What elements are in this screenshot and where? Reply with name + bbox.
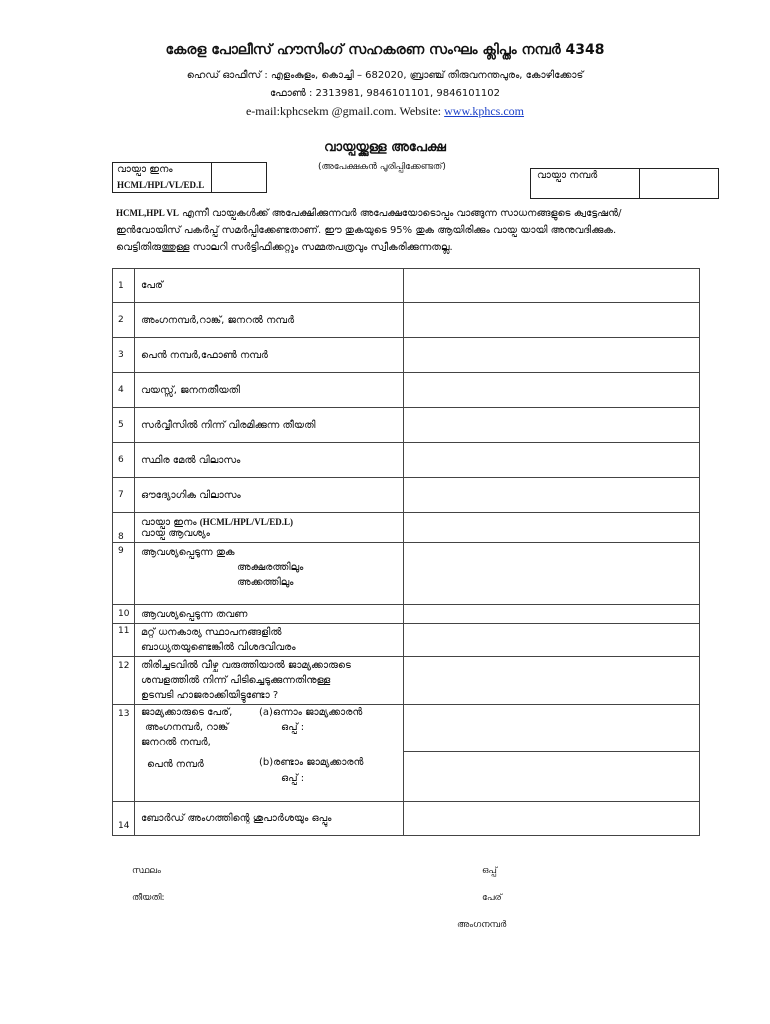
- field-loan-purpose[interactable]: [404, 513, 700, 543]
- loan-type-value: HCML/HPL/VL/ED.L: [117, 180, 205, 190]
- row-label-member-no: അംഗനമ്പർ,റാങ്ക്, ജനറൽ നമ്പർ: [135, 303, 404, 338]
- field-guarantor-agreement[interactable]: [404, 657, 700, 705]
- second-guarantor-label: (b)രണ്ടാം ജാമ്യക്കാരൻ: [259, 757, 364, 768]
- table-row: [113, 705, 700, 802]
- first-guarantor-label: (a)ഒന്നാം ജാമ്യക്കാരൻ: [259, 707, 363, 718]
- email-text: e-mail:kphcsekm @gmail.com. Website:: [245, 104, 445, 118]
- field-guarantors[interactable]: [404, 705, 700, 802]
- guarantor-agreement-line-3: ഉടമ്പടി ഹാജരാക്കിയിട്ടുണ്ടോ ?: [141, 690, 279, 701]
- loan-type-label: വായ്പാ ഇനം: [117, 164, 173, 175]
- row-label-other-liabilities: [135, 624, 404, 657]
- loan-purpose-line: വായ്പ ആവശ്യം: [141, 527, 210, 539]
- table-row: [113, 269, 700, 303]
- instructions-loan-codes: HCML,HPL VL: [116, 208, 179, 218]
- row-number: 8: [113, 513, 135, 543]
- row-label-official-address: ഔദ്യോഗിക വിലാസം: [135, 478, 404, 513]
- table-row: [113, 624, 700, 657]
- field-retirement-date[interactable]: [404, 408, 700, 443]
- table-row: [113, 408, 700, 443]
- field-board-recommendation[interactable]: [404, 802, 700, 836]
- field-permanent-address[interactable]: [404, 443, 700, 478]
- other-liabilities-line-1: മറ്റ് ധനകാര്യ സ്ഥാപനങ്ങളിൽ: [141, 627, 282, 638]
- field-name[interactable]: [404, 269, 700, 303]
- address-line: ഹെഡ് ഓഫീസ് : എളംകുളം, കൊച്ചി – 682020, ബ്രാഞ്ച് തിരുവനന്തപുരം, കോഴിക്കോട്: [186, 70, 584, 81]
- loan-type-blank-cell[interactable]: [211, 162, 267, 193]
- date-label: തീയതി:: [132, 893, 165, 903]
- row-number: 14: [113, 802, 135, 836]
- row-label-loan-purpose: [135, 513, 404, 543]
- amount-in-figures-label: അക്കത്തിലും: [237, 577, 294, 588]
- row-label-guarantor-agreement: [135, 657, 404, 705]
- field-age-dob[interactable]: [404, 373, 700, 408]
- table-row: [113, 373, 700, 408]
- second-guarantor-sign-label: ഒപ്പ് :: [281, 773, 305, 784]
- loan-number-label: വായ്പാ നമ്പർ: [537, 170, 598, 181]
- row-label-permanent-address: സ്ഥിര മേൽ വിലാസം: [135, 443, 404, 478]
- field-other-liabilities[interactable]: [404, 624, 700, 657]
- guarantor-agreement-line-1: തിരിച്ചടവിൽ വീഴ്ച വരുത്തിയാൽ ജാമ്യക്കാരുടെ: [141, 660, 351, 671]
- first-guarantor-sign-label: ഒപ്പ് :: [281, 722, 305, 733]
- table-row: [113, 605, 700, 624]
- row-number: 12: [113, 657, 135, 705]
- loan-type-codes: (HCML/HPL/VL/ED.L): [199, 516, 294, 527]
- loan-number-field[interactable]: [639, 168, 719, 199]
- table-row: [113, 657, 700, 705]
- field-installments[interactable]: [404, 605, 700, 624]
- signature-label: ഒപ്പ്: [482, 866, 497, 876]
- guarantor-pen-label: പെൻ നമ്പർ: [147, 759, 204, 770]
- row-number: 7: [113, 478, 135, 513]
- row-label-age-dob: വയസ്സ്, ജനനതീയതി: [135, 373, 404, 408]
- table-row: [113, 443, 700, 478]
- row-label-installments: ആവശ്യപ്പെടുന്ന തവണ: [135, 605, 404, 624]
- amount-in-words-label: അക്ഷരത്തിലും: [237, 562, 304, 573]
- guarantor-agreement-line-2: ശമ്പളത്തിൽ നിന്ന് പിടിച്ചെടുക്കുന്നതിനുള്ള: [141, 675, 331, 686]
- row-number: 6: [113, 443, 135, 478]
- member-number-label: അംഗനമ്പർ: [457, 920, 507, 930]
- name-label: പേര്: [482, 893, 502, 903]
- table-row: [113, 513, 700, 543]
- row-label-name: പേര്: [135, 269, 404, 303]
- place-label: സ്ഥലം: [132, 866, 161, 876]
- table-row: [113, 338, 700, 373]
- contact-line: [0, 104, 770, 119]
- row-label-amount: [135, 543, 404, 605]
- applicant-note: (അപേക്ഷകൻ പൂരിപ്പിക്കേണ്ടത്): [318, 162, 446, 172]
- other-liabilities-line-2: ബാധ്യതയുണ്ടെങ്കിൽ വിശദവിവരം: [141, 642, 296, 653]
- table-row: [113, 802, 700, 836]
- application-table: [112, 268, 700, 836]
- field-amount[interactable]: [404, 543, 700, 605]
- phone-line: ഫോൺ : 2313981, 9846101101, 9846101102: [269, 88, 501, 99]
- row-label-guarantors: [135, 705, 404, 802]
- loan-type-line: [141, 517, 397, 528]
- form-title: വായ്പയ്ക്കുള്ള അപേക്ഷ: [324, 140, 446, 155]
- row-label-pen-phone: പെൻ നമ്പർ,ഫോൺ നമ്പർ: [135, 338, 404, 373]
- row-label-retirement-date: സർവ്വീസിൽ നിന്ന് വിരമിക്കുന്ന തീയതി: [135, 408, 404, 443]
- field-official-address[interactable]: [404, 478, 700, 513]
- loan-type-text: വായ്പാ ഇനം: [141, 516, 200, 528]
- organization-title: കേരള പോലീസ് ഹൗസിംഗ് സഹകരണ സംഘം ക്ലിപ്തം നമ്പർ 4348: [165, 42, 605, 58]
- field-member-no[interactable]: [404, 303, 700, 338]
- row-number: 9: [113, 543, 135, 605]
- second-guarantor-field[interactable]: [404, 752, 699, 801]
- website-link[interactable]: www.kphcs.com: [444, 104, 525, 118]
- row-label-board-recommendation: ബോർഡ് അംഗത്തിന്റെ ശുപാർശയും ഒപ്പും: [135, 802, 404, 836]
- row-number: 11: [113, 624, 135, 657]
- row-number: 13: [113, 705, 135, 802]
- table-row: [113, 478, 700, 513]
- row-number: 3: [113, 338, 135, 373]
- field-pen-phone[interactable]: [404, 338, 700, 373]
- first-guarantor-field[interactable]: [404, 705, 699, 752]
- guarantor-name-label: ജാമ്യക്കാരുടെ പേര്,: [141, 707, 233, 718]
- guarantor-general-no-label: ജനറൽ നമ്പർ,: [141, 737, 211, 748]
- instructions: [116, 205, 686, 256]
- row-number: 10: [113, 605, 135, 624]
- row-number: 1: [113, 269, 135, 303]
- row-number: 4: [113, 373, 135, 408]
- row-number: 5: [113, 408, 135, 443]
- row-number: 2: [113, 303, 135, 338]
- table-row: [113, 303, 700, 338]
- instructions-text: എന്നീ വായ്പകൾക്ക് അപേക്ഷിക്കുന്നവർ അപേക്ഷയോടൊപ്പം വാങ്ങുന്ന സാധനങ്ങളുടെ ക്വട്ടേഷൻ/ഇൻവോയിസ് പകർപ്പ് സമർപ്പിക്കേണ്ടതാണ്. ഈ തുകയുടെ 95% തുക ആയിരിക്കും വായ്പ യായി അനുവദിക്കുക. വെട്ടിതിരുത്തുള്ള സാലറി സർട്ടിഫിക്കറ്റും സമ്മതപത്രവും സ്വീകരിക്കുന്നതല്ല.: [116, 208, 622, 253]
- table-row: [113, 543, 700, 605]
- guarantor-member-rank-label: അംഗനമ്പർ, റാങ്ക്: [145, 722, 229, 733]
- amount-label: ആവശ്യപ്പെടുന്ന തുക: [141, 547, 235, 558]
